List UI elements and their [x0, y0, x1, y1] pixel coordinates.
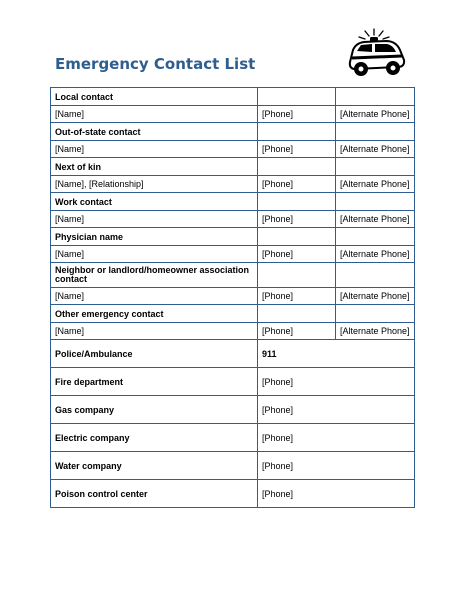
phone-cell[interactable]: [Phone] — [258, 323, 336, 340]
empty-cell — [258, 193, 336, 211]
contact-heading-row — [51, 158, 415, 176]
name-cell[interactable]: [Name] — [51, 211, 258, 228]
name-cell[interactable]: [Name] — [51, 288, 258, 305]
contact-heading-row — [51, 305, 415, 323]
alternate-phone-cell[interactable]: [Alternate Phone] — [336, 141, 415, 158]
contact-heading: Other emergency contact — [51, 305, 258, 323]
service-label: Fire department — [51, 368, 258, 396]
service-row — [51, 396, 415, 424]
contact-heading: Out-of-state contact — [51, 123, 258, 141]
contact-heading: Work contact — [51, 193, 258, 211]
contact-value-row — [51, 211, 415, 228]
contact-heading-row — [51, 193, 415, 211]
emergency-contact-table — [50, 87, 415, 508]
name-cell[interactable]: [Name] — [51, 106, 258, 123]
alternate-phone-cell[interactable]: [Alternate Phone] — [336, 176, 415, 193]
contact-heading-row — [51, 88, 415, 106]
service-phone-cell[interactable]: [Phone] — [258, 396, 415, 424]
service-phone-cell[interactable]: [Phone] — [258, 452, 415, 480]
contact-heading-row — [51, 263, 415, 288]
empty-cell — [258, 158, 336, 176]
alternate-phone-cell[interactable]: [Alternate Phone] — [336, 106, 415, 123]
name-cell[interactable]: [Name] — [51, 323, 258, 340]
name-cell[interactable]: [Name], [Relationship] — [51, 176, 258, 193]
service-label: Poison control center — [51, 480, 258, 508]
contact-value-row — [51, 141, 415, 158]
empty-cell — [336, 193, 415, 211]
contact-value-row — [51, 288, 415, 305]
service-row — [51, 340, 415, 368]
contact-heading: Next of kin — [51, 158, 258, 176]
contact-heading: Neighbor or landlord/homeowner association contact — [51, 263, 258, 288]
name-cell[interactable]: [Name] — [51, 141, 258, 158]
service-phone-cell[interactable]: [Phone] — [258, 480, 415, 508]
contact-heading-row — [51, 123, 415, 141]
service-label: Police/Ambulance — [51, 340, 258, 368]
service-row — [51, 368, 415, 396]
service-phone-cell[interactable]: [Phone] — [258, 424, 415, 452]
service-phone-cell[interactable]: 911 — [258, 340, 415, 368]
phone-cell[interactable]: [Phone] — [258, 246, 336, 263]
emergency-vehicle-icon — [344, 26, 410, 80]
alternate-phone-cell[interactable]: [Alternate Phone] — [336, 323, 415, 340]
alternate-phone-cell[interactable]: [Alternate Phone] — [336, 211, 415, 228]
phone-cell[interactable]: [Phone] — [258, 141, 336, 158]
alternate-phone-cell[interactable]: [Alternate Phone] — [336, 288, 415, 305]
contact-heading: Physician name — [51, 228, 258, 246]
empty-cell — [336, 263, 415, 288]
service-row — [51, 424, 415, 452]
phone-cell[interactable]: [Phone] — [258, 106, 336, 123]
service-label: Water company — [51, 452, 258, 480]
contact-value-row — [51, 323, 415, 340]
empty-cell — [258, 123, 336, 141]
service-label: Gas company — [51, 396, 258, 424]
alternate-phone-cell[interactable]: [Alternate Phone] — [336, 246, 415, 263]
contact-value-row — [51, 106, 415, 123]
empty-cell — [258, 263, 336, 288]
phone-cell[interactable]: [Phone] — [258, 211, 336, 228]
page-title: Emergency Contact List — [55, 55, 256, 73]
empty-cell — [336, 228, 415, 246]
empty-cell — [258, 305, 336, 323]
phone-cell[interactable]: [Phone] — [258, 176, 336, 193]
contact-heading-row — [51, 228, 415, 246]
contact-value-row — [51, 176, 415, 193]
service-row — [51, 480, 415, 508]
empty-cell — [258, 228, 336, 246]
empty-cell — [336, 158, 415, 176]
contact-heading: Local contact — [51, 88, 258, 106]
service-row — [51, 452, 415, 480]
name-cell[interactable]: [Name] — [51, 246, 258, 263]
service-phone-cell[interactable]: [Phone] — [258, 368, 415, 396]
empty-cell — [336, 305, 415, 323]
empty-cell — [336, 123, 415, 141]
service-label: Electric company — [51, 424, 258, 452]
empty-cell — [336, 88, 415, 106]
empty-cell — [258, 88, 336, 106]
contact-value-row — [51, 246, 415, 263]
phone-cell[interactable]: [Phone] — [258, 288, 336, 305]
